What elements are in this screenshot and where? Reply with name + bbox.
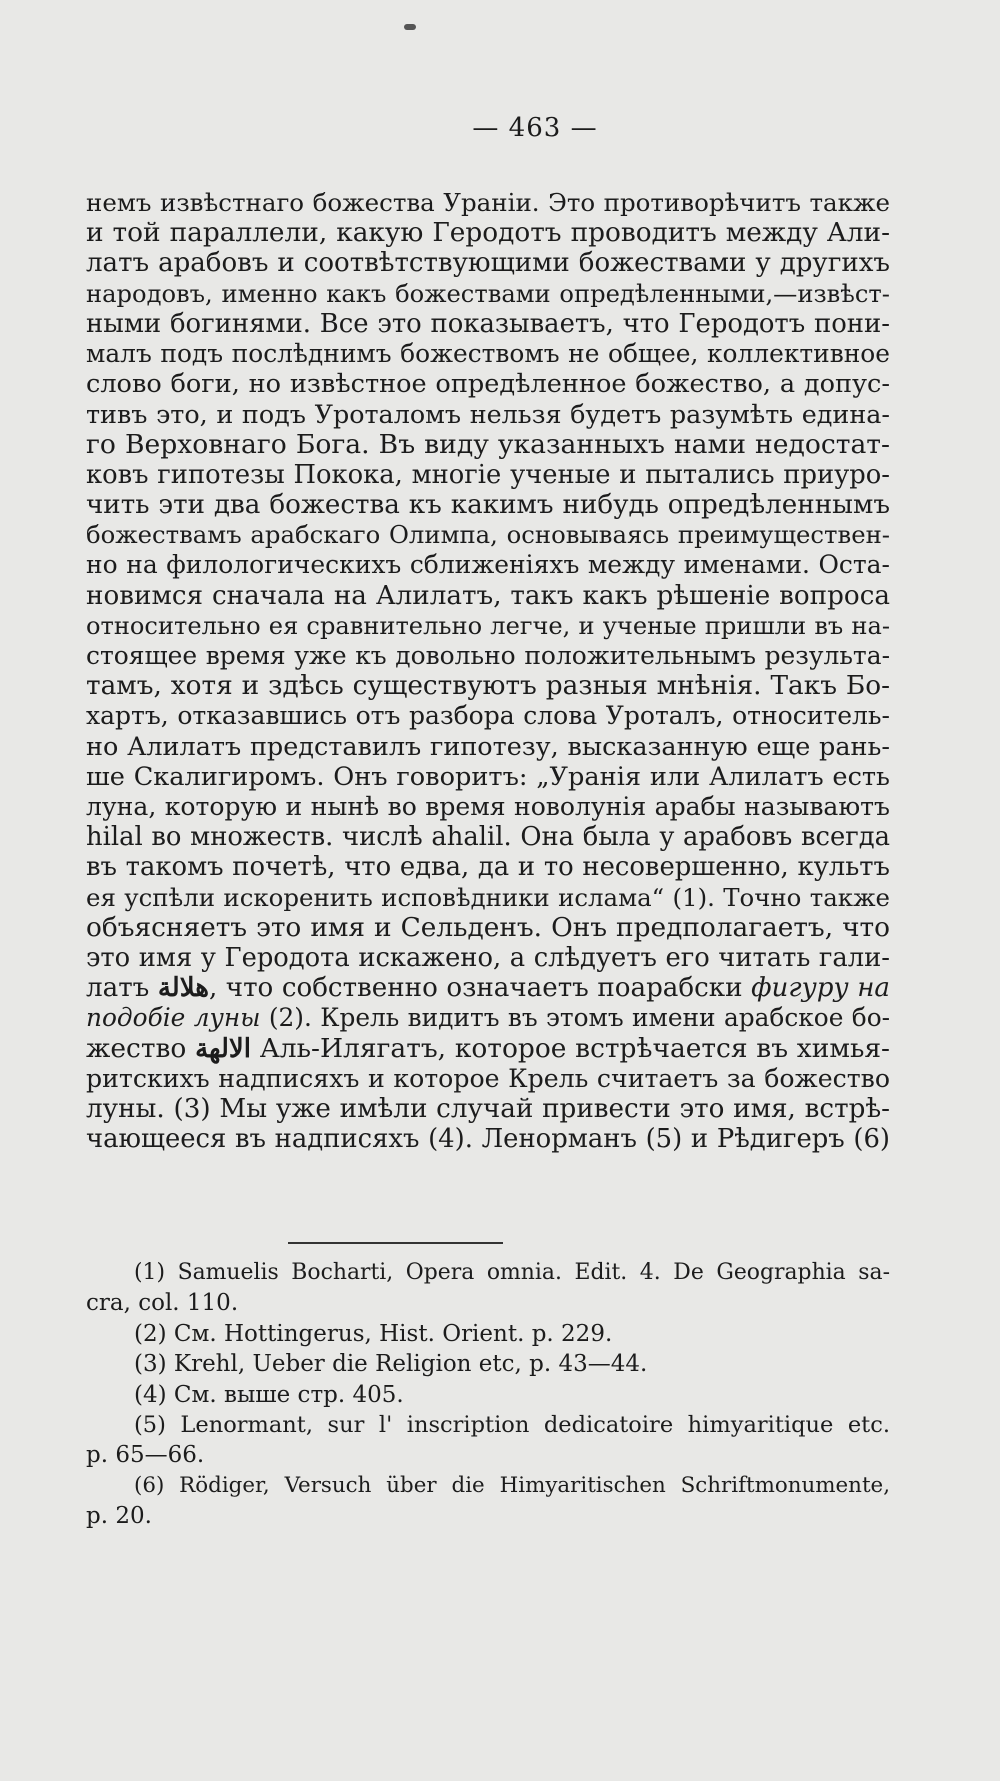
text-fragment: . Ленорманъ <box>464 1124 637 1155</box>
text-line: малъ подъ послѣднимъ божествомъ не общее, коллективное <box>86 339 890 369</box>
text-line: ритскихъ надписяхъ и которое Крель считаетъ за божество <box>86 1063 890 1093</box>
footnote-ref: (1) <box>672 882 708 912</box>
text-fragment: и Рѣдигеръ <box>690 1124 845 1155</box>
footnote-divider <box>288 1242 503 1244</box>
text-line: чить эти два божества къ какимъ нибудь опредѣленнымъ <box>86 490 890 521</box>
text-line: тамъ, хотя и здѣсь существуютъ разныя мнѣнія. Такъ Бо- <box>86 671 890 702</box>
text-line-with-arabic <box>86 1034 890 1064</box>
italic-fragment: фигуру на <box>751 973 890 1004</box>
footnote-6-cont: p. 20. <box>86 1503 152 1530</box>
footnote-4: (4) См. выше стр. 405. <box>134 1381 404 1408</box>
footnote-5: (5) Lenormant, sur l' inscription dedicatoire himyaritique etc. <box>134 1412 890 1439</box>
footnote-1-cont: cra, col. 110. <box>86 1290 239 1317</box>
footnote-2: (2) См. Hottingerus, Hist. Orient. p. 229. <box>134 1320 613 1347</box>
text-fragment: луны. <box>86 1094 165 1125</box>
text-line: го Верховнаго Бога. Въ виду указанныхъ нами недостат- <box>86 428 890 460</box>
text-line: немъ извѣстнаго божества Ураніи. Это противорѣчитъ также <box>86 188 890 217</box>
text-fragment: Аль-Илягатъ, которое встрѣчается въ химья- <box>259 1032 890 1064</box>
text-fragment: латъ <box>86 973 150 1004</box>
text-line: но на филологическихъ сближеніяхъ между именами. Оста- <box>86 550 890 580</box>
text-fragment: . Крель видитъ въ этомъ имени арабское бо- <box>304 1003 891 1033</box>
text-fragment: , что собственно означаетъ поарабски <box>208 973 743 1004</box>
arabic-word: الالهة <box>195 1033 251 1064</box>
text-line-with-note <box>86 1003 890 1033</box>
text-line-with-note <box>86 1094 890 1124</box>
footnote-5-cont: p. 65—66. <box>86 1442 205 1469</box>
text-line: слово боги, но извѣстное опредѣленное божество, а допус- <box>86 369 890 400</box>
main-text <box>86 188 890 1155</box>
text-line: объясняетъ это имя и Сельденъ. Онъ предполагаетъ, что <box>86 912 890 943</box>
text-line-with-note <box>86 883 890 913</box>
text-line: божествамъ арабскаго Олимпа, основываясь преимуществен- <box>86 520 890 550</box>
text-line: тивъ это, и подъ Уроталомъ нельзя будетъ разумѣть едина- <box>86 399 890 430</box>
text-line: новимся сначала на Алилатъ, такъ какъ рѣшеніе вопроса <box>86 580 890 611</box>
arabic-word: هلالة <box>157 973 209 1004</box>
ink-speck <box>404 24 416 30</box>
text-line: это имя у Геродота искажено, а слѣдуетъ его читать гали- <box>86 943 890 974</box>
text-line: ковъ гипотезы Покока, многіе ученые и пытались приуро- <box>86 459 890 490</box>
text-line: hilal во множеств. числѣ ahalil. Она была у арабовъ всегда <box>86 822 890 853</box>
italic-fragment: подобіе луны <box>86 1003 261 1033</box>
text-fragment: Мы уже имѣли случай привести это имя, встрѣ- <box>219 1094 890 1125</box>
text-line-with-note <box>86 1124 890 1154</box>
footnote-ref: (4) <box>428 1124 465 1155</box>
footnote-ref: (5) <box>645 1124 683 1155</box>
footnote-1: (1) Samuelis Bocharti, Opera omnia. Edit. 4. De Geographia sa- <box>134 1260 890 1285</box>
text-line: стоящее время уже къ довольно положительнымъ результа- <box>86 641 890 671</box>
footnote-3: (3) Krehl, Ueber die Religion etc, p. 43—44. <box>134 1351 648 1378</box>
footnote-ref: (2) <box>268 1003 304 1033</box>
text-line: относительно ея сравнительно легче, и ученые пришли въ на- <box>86 611 890 640</box>
footnote-ref: (6) <box>853 1124 891 1155</box>
text-line: латъ арабовъ и соотвѣтствующими божествами у другихъ <box>86 248 890 279</box>
text-fragment: . Точно также <box>707 882 890 912</box>
text-line-with-arabic <box>86 973 890 1003</box>
text-fragment: чающееся въ надписяхъ <box>86 1124 420 1155</box>
text-line: но Алилатъ представилъ гипотезу, высказанную еще рань- <box>86 731 890 762</box>
text-line: и той параллели, какую Геродотъ проводитъ между Али- <box>86 218 890 249</box>
text-line: въ такомъ почетѣ, что едва, да и то несовершенно, культъ <box>86 852 890 883</box>
footnote-ref: (3) <box>173 1094 211 1125</box>
footnote-6: (6) Rödiger, Versuch über die Himyaritischen Schriftmonumente, <box>134 1472 890 1498</box>
text-line: народовъ, именно какъ божествами опредѣленными,—извѣст- <box>86 279 890 308</box>
text-line: ше Скалигиромъ. Онъ говоритъ: „Уранія или Алилатъ есть <box>86 761 890 792</box>
text-line: хартъ, отказавшись отъ разбора слова Уроталъ, относитель- <box>86 701 890 731</box>
text-line: ными богинями. Все это показываетъ, что Геродотъ пони- <box>86 308 890 339</box>
text-fragment: ея успѣли искоренить исповѣдники ислама“ <box>86 882 665 912</box>
footnotes <box>86 1258 890 1532</box>
text-fragment: жество <box>86 1032 187 1064</box>
page-number: — 463 — <box>472 113 598 143</box>
text-line: луна, которую и нынѣ во время новолунія арабы называютъ <box>86 792 890 822</box>
